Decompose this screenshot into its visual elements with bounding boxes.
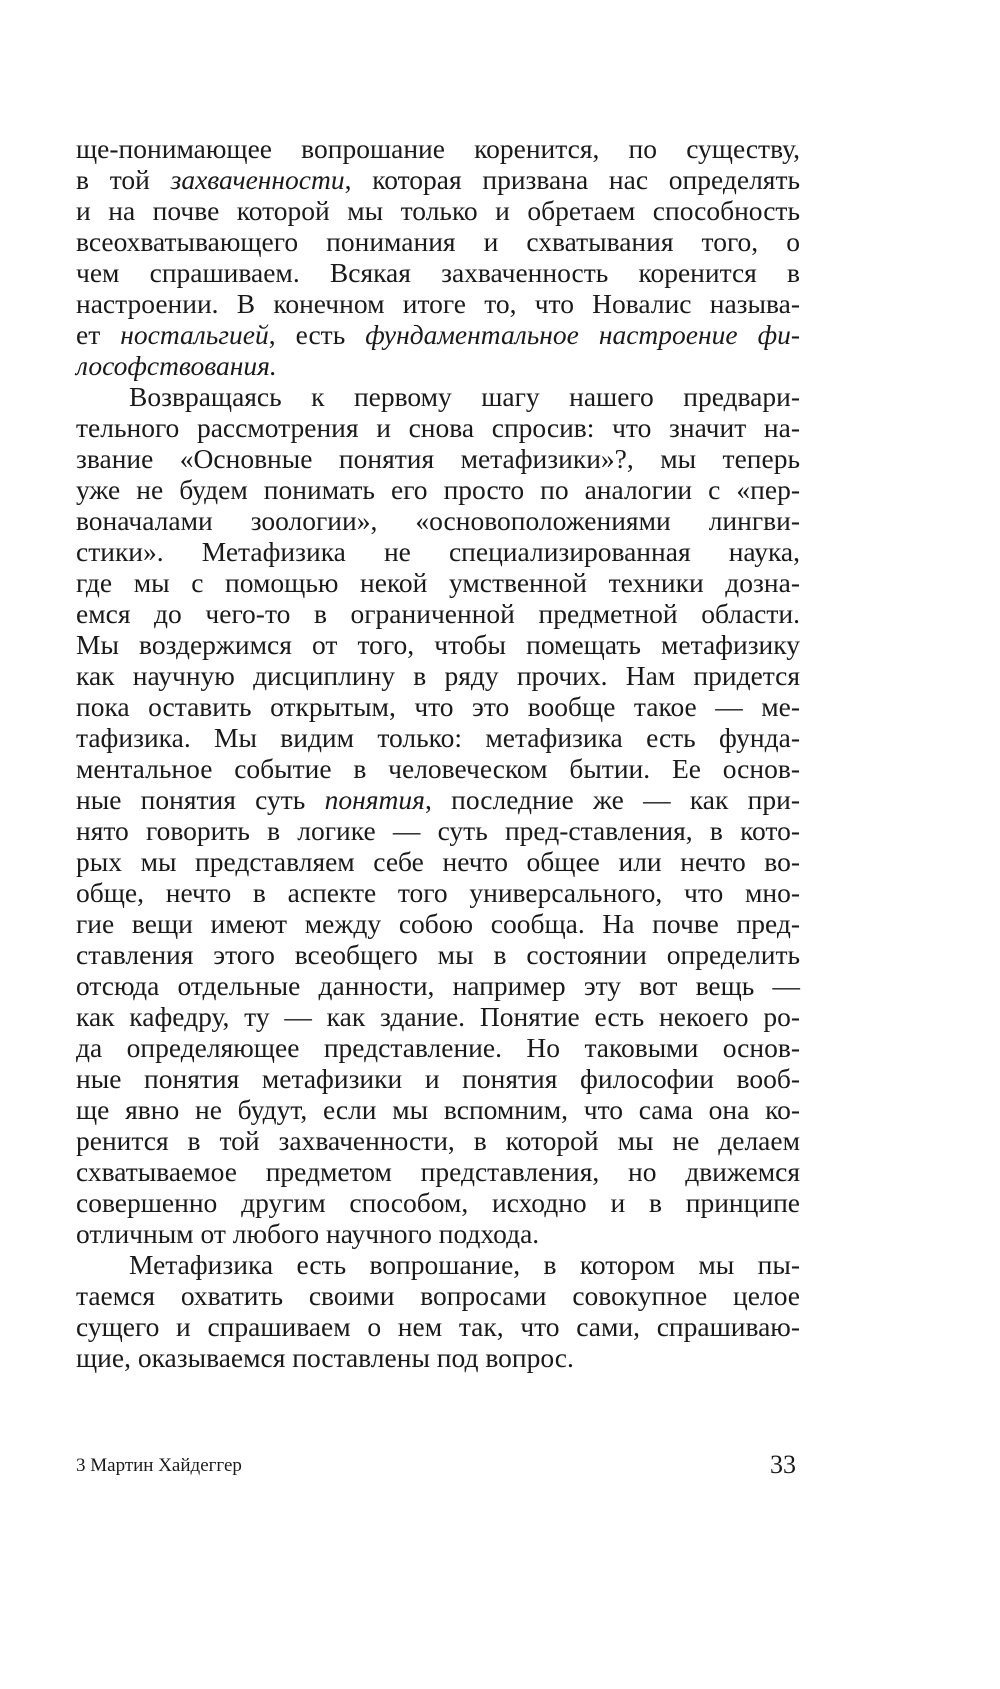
text-line (76, 846, 800, 877)
text-segment: , последние же — как при- (424, 784, 800, 815)
text-segment: ще явно не будут, если мы вспомним, что сама она ко- (76, 1094, 800, 1125)
text-line (76, 784, 800, 815)
text-segment: ренится в той захваченности, в которой мы не делаем (76, 1125, 800, 1156)
text-segment: стики». Метафизика не специализированная наука, (76, 536, 800, 567)
text-line (76, 1156, 800, 1187)
text-segment: , есть (268, 319, 366, 350)
text-segment: настроении. В конечном итоге то, что Новалис называ- (76, 288, 800, 319)
text-line (76, 753, 800, 784)
text-line (76, 1249, 800, 1280)
text-segment: всеохватывающего понимания и схватывания того, о (76, 226, 800, 257)
text-segment: уже не будем понимать его просто по аналогии с «пер- (76, 474, 800, 505)
text-line (76, 660, 800, 691)
page-number: 33 (770, 1450, 796, 1479)
text-segment: ще-понимающее вопрошание коренится, по существу, (76, 133, 800, 164)
text-line (76, 1280, 800, 1311)
text-line (76, 381, 800, 412)
text-segment: схватываемое предметом представления, но движемся (76, 1156, 800, 1187)
body-text (76, 133, 800, 1373)
text-segment: пока оставить открытым, что это вообще такое — ме- (76, 691, 800, 722)
text-segment: ет (76, 319, 121, 350)
text-segment: ные понятия суть (76, 784, 325, 815)
text-segment: таемся охватить своими вопросами совокупное целое (76, 1280, 800, 1311)
text-segment: отсюда отдельные данности, например эту вот вещь — (76, 970, 800, 1001)
text-segment: Возвращаясь к первому шагу нашего предвари- (129, 381, 800, 412)
text-segment: и на почве которой мы только и обретаем способность (76, 195, 800, 226)
text-line (76, 1032, 800, 1063)
text-segment: ные понятия метафизики и понятия философии вооб- (76, 1063, 800, 1094)
text-segment: в той (76, 164, 171, 195)
text-segment: совершенно другим способом, исходно и в принципе (76, 1187, 800, 1218)
text-line (76, 567, 800, 598)
text-line (76, 536, 800, 567)
text-segment: сущего и спрашиваем о нем так, что сами, спрашиваю- (76, 1311, 800, 1342)
text-segment: как научную дисциплину в ряду прочих. Нам придется (76, 660, 800, 691)
text-line (76, 1094, 800, 1125)
text-line (76, 195, 800, 226)
text-line (76, 877, 800, 908)
text-line (76, 1001, 800, 1032)
text-line (76, 815, 800, 846)
text-line (76, 288, 800, 319)
text-segment: Метафизика есть вопрошание, в котором мы пы- (129, 1249, 800, 1280)
text-segment: , которая призвана нас определять (344, 164, 800, 195)
text-segment: тельного рассмотрения и снова спросив: что значит на- (76, 412, 800, 443)
text-segment: воначалами зоологии», «основоположениями лингви- (76, 505, 800, 536)
text-line (76, 257, 800, 288)
text-segment: где мы с помощью некой умственной техники дозна- (76, 567, 800, 598)
text-segment: чем спрашиваем. Всякая захваченность коренится в (76, 257, 800, 288)
text-segment: обще, нечто в аспекте того универсального, что мно- (76, 877, 800, 908)
text-line (76, 1125, 800, 1156)
text-line (76, 970, 800, 1001)
text-segment: тафизика. Мы видим только: метафизика есть фунда- (76, 722, 800, 753)
italic-emphasis: лософствования. (76, 350, 277, 381)
text-line (76, 1342, 800, 1373)
text-segment: ментальное событие в человеческом бытии. Ее основ- (76, 753, 800, 784)
text-line (76, 722, 800, 753)
text-line (76, 319, 800, 350)
italic-emphasis: ностальгией (120, 319, 269, 350)
text-segment: емся до чего-то в ограниченной предметной области. (76, 598, 800, 629)
text-line (76, 412, 800, 443)
running-head: 3 Мартин Хайдеггер (76, 1455, 242, 1476)
text-line (76, 474, 800, 505)
text-line (76, 691, 800, 722)
text-line (76, 505, 800, 536)
text-segment: Мы воздержимся от того, чтобы помещать метафизику (76, 629, 800, 660)
italic-emphasis: захваченности (170, 164, 345, 195)
text-segment: отличным от любого научного подхода. (76, 1218, 540, 1249)
text-line (76, 629, 800, 660)
text-line (76, 133, 800, 164)
text-segment: нято говорить в логике — суть пред-ставления, в кото- (76, 815, 800, 846)
text-segment: ставления этого всеобщего мы в состоянии определить (76, 939, 800, 970)
text-line (76, 226, 800, 257)
text-line (76, 1187, 800, 1218)
text-line (76, 908, 800, 939)
text-segment: звание «Основные понятия метафизики»?, мы теперь (76, 443, 800, 474)
text-segment: да определяющее представление. Но таковыми основ- (76, 1032, 800, 1063)
page-footer (76, 1450, 800, 1482)
text-segment: гие вещи имеют между собою сообща. На почве пред- (76, 908, 800, 939)
text-line (76, 1063, 800, 1094)
text-line (76, 1218, 800, 1249)
text-line (76, 443, 800, 474)
text-line (76, 598, 800, 629)
text-line (76, 939, 800, 970)
text-line (76, 164, 800, 195)
text-segment: щие, оказываемся поставлены под вопрос. (76, 1342, 574, 1373)
italic-emphasis: понятия (324, 784, 425, 815)
italic-emphasis: фундаментальное настроение фи- (365, 319, 801, 350)
text-segment: рых мы представляем себе нечто общее или нечто во- (76, 846, 800, 877)
text-line (76, 350, 800, 381)
text-segment: как кафедру, ту — как здание. Понятие есть некоего ро- (76, 1001, 800, 1032)
text-line (76, 1311, 800, 1342)
